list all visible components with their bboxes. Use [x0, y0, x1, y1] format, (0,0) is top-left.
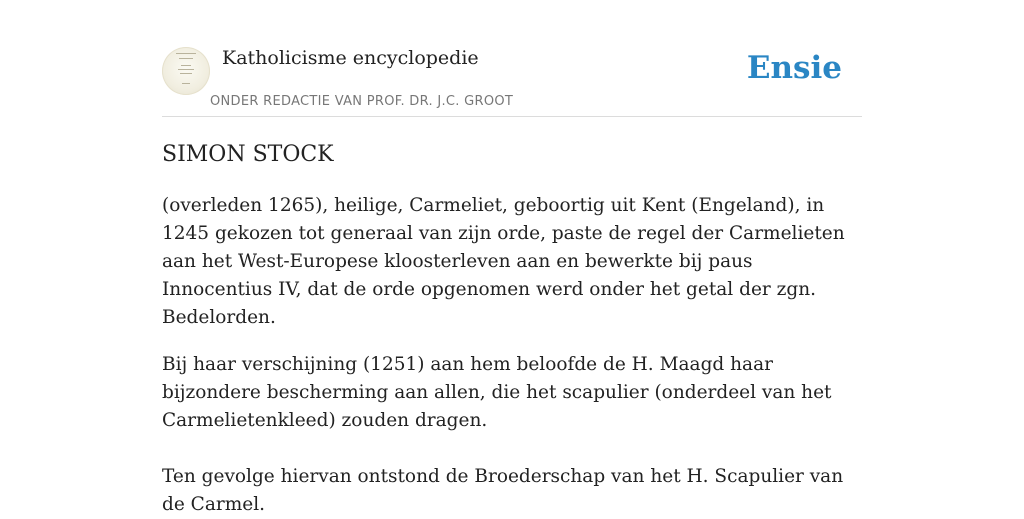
- entry-title: SIMON STOCK: [162, 142, 334, 167]
- ensie-logo-link[interactable]: Ensie: [746, 50, 842, 86]
- book-title[interactable]: Katholicisme encyclopedie: [222, 47, 479, 69]
- book-cover-thumbnail[interactable]: [162, 47, 210, 95]
- site-header: [162, 44, 862, 117]
- article-paragraph: Bij haar verschijning (1251) aan hem beloofde de H. Maagd haar bijzondere bescherming aan allen, die het scapulier (onderdeel van het Carmelietenkleed) zouden dragen.: [162, 354, 832, 431]
- article-paragraph: Ten gevolge hiervan ontstond de Broederschap van het H. Scapulier van de Carmel.: [162, 466, 844, 515]
- article-paragraph: (overleden 1265), heilige, Carmeliet, geboortig uit Kent (Engeland), in 1245 gekozen tot generaal van zijn orde, paste de regel der Carmelieten aan het West-Europese kloosterleven aan en bewerkte bij paus Innocentius IV, dat de orde opgenomen werd onder het getal der zgn. Bedelorden.: [162, 195, 845, 328]
- book-editor-subtitle: ONDER REDACTIE VAN PROF. DR. J.C. GROOT: [210, 94, 514, 109]
- article-body: [162, 138, 862, 519]
